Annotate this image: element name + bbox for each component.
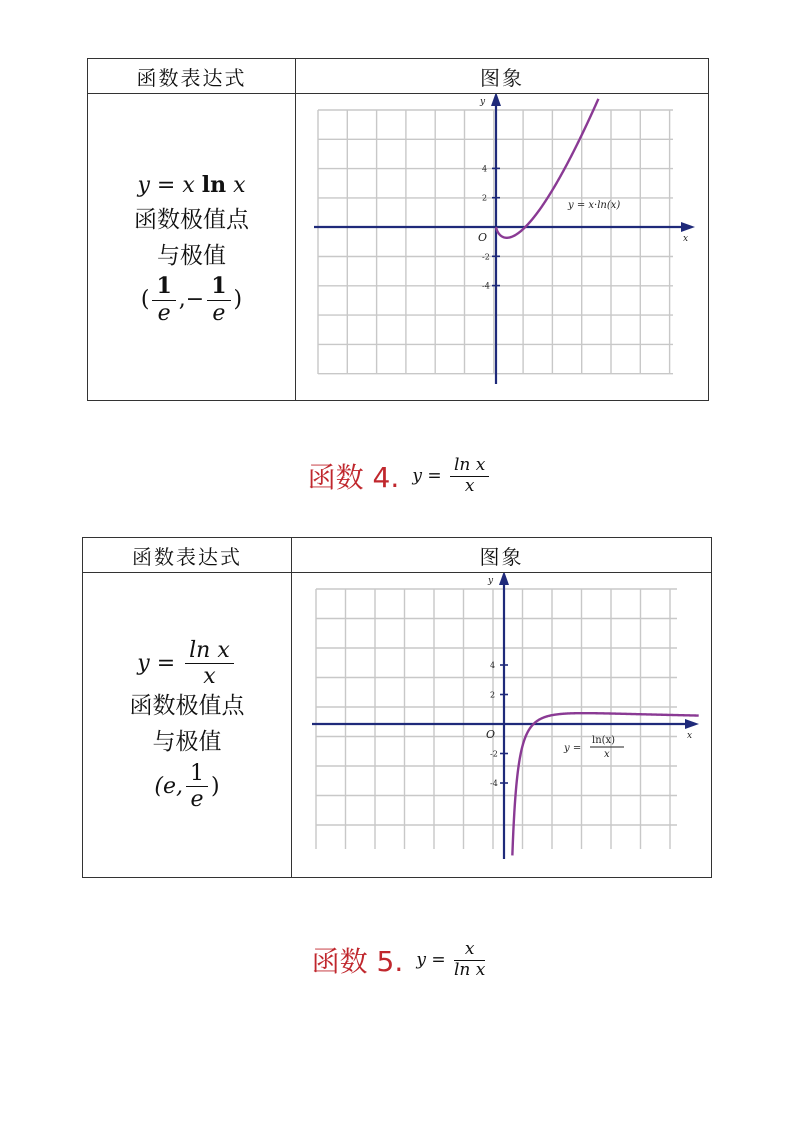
heading-label: 函数 4.: [307, 461, 400, 495]
frac-num: x: [454, 940, 485, 961]
fraction: [207, 274, 230, 326]
function-expression: [83, 638, 291, 690]
curve-label-den: x: [604, 749, 610, 760]
heading-equation: [416, 939, 488, 980]
frac-den: x: [464, 475, 475, 496]
frac-den: e: [190, 786, 204, 812]
point-open: (e,: [154, 773, 183, 799]
frac-den: e: [157, 300, 171, 326]
frac-num: ln x: [185, 638, 234, 664]
fraction: [152, 274, 175, 326]
fraction: [185, 638, 234, 690]
frac-num: 1: [207, 274, 230, 300]
y-tick-label: -4: [490, 779, 498, 788]
header-expression: 函数表达式: [83, 538, 292, 573]
heading-equation: [412, 455, 492, 496]
expr-eq: =: [156, 650, 176, 676]
extreme-point-label: 函数极值点: [134, 207, 249, 234]
frac-num: ln x: [450, 456, 489, 477]
extreme-point-label: 函数极值点: [129, 693, 245, 720]
eq-lhs: y =: [412, 465, 442, 486]
function-graph-lnx-over-x: [292, 573, 712, 877]
x-axis-label: x: [683, 234, 689, 244]
header-graph: 图象: [292, 538, 712, 573]
expression-cell: [88, 94, 296, 401]
frac-num: 1: [152, 274, 175, 300]
frac-den: x: [203, 664, 216, 690]
curve-label-num: ln(x): [592, 735, 616, 746]
eq-lhs: y =: [416, 949, 446, 970]
separator: ,−: [178, 287, 205, 313]
frac-den: e: [212, 300, 226, 326]
expr-eq: =: [156, 173, 176, 199]
extreme-point-value: [88, 274, 295, 326]
origin-label: O: [486, 728, 496, 741]
y-tick-label: 4: [490, 661, 496, 670]
y-axis-arrow-icon: [499, 573, 509, 585]
curve-label-lhs: y =: [564, 743, 582, 754]
function-table-2: [82, 537, 712, 878]
extreme-point-value: [83, 761, 291, 813]
y-axis-arrow-icon: [491, 94, 501, 106]
origin-label: O: [478, 231, 488, 244]
expr-y: y: [137, 650, 150, 676]
y-tick-label: -2: [482, 252, 490, 262]
heading-label: 函数 5.: [311, 945, 404, 979]
y-tick-label: 4: [482, 164, 488, 174]
header-expression: 函数表达式: [88, 59, 296, 94]
frac-num: 1: [186, 761, 208, 787]
fraction: [450, 456, 489, 496]
fraction: [454, 940, 485, 980]
expression-cell: [83, 573, 292, 878]
function-table-1: [87, 58, 709, 401]
expr-ln: ln: [201, 172, 227, 199]
extreme-value-label: 与极值: [157, 242, 226, 269]
fraction: [186, 761, 208, 813]
y-tick-label: -2: [490, 749, 498, 759]
x-axis-label: x: [687, 731, 693, 741]
x-axis-arrow-icon: [685, 719, 699, 729]
extreme-value-label: 与极值: [152, 729, 222, 755]
expr-y: y: [137, 173, 150, 199]
y-tick-label: -4: [482, 281, 490, 291]
expr-x2: x: [233, 173, 246, 199]
paren-open: (: [140, 287, 150, 313]
y-tick-label: 2: [490, 690, 496, 700]
y-axis-label: y: [488, 576, 494, 586]
table-header-row: [88, 59, 709, 94]
y-axis-label: y: [480, 97, 486, 107]
expr-x: x: [182, 173, 195, 199]
x-axis-arrow-icon: [681, 222, 695, 232]
table-header-row: [83, 538, 712, 573]
function-graph-xlnx: [296, 94, 709, 400]
function-4-heading: [0, 456, 800, 496]
header-graph: 图象: [296, 59, 709, 94]
graph-cell: [292, 573, 712, 878]
function-5-heading: [0, 940, 800, 980]
frac-den: ln x: [454, 959, 486, 980]
paren-close: ): [211, 773, 220, 799]
curve-label: y = x·ln(x): [568, 200, 621, 211]
function-expression: [88, 168, 295, 203]
graph-cell: [296, 94, 709, 401]
y-tick-label: 2: [482, 193, 488, 203]
paren-close: ): [233, 287, 243, 313]
